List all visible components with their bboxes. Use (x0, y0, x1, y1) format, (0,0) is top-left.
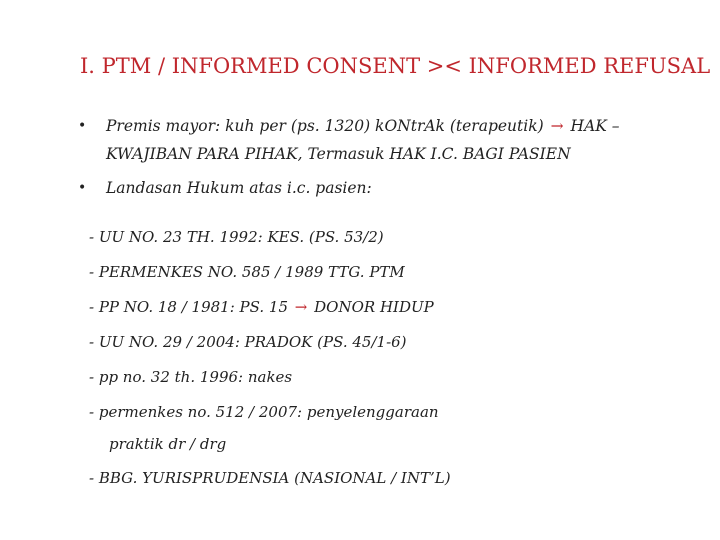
list-item-continuation: praktik dr / drg (109, 435, 227, 453)
arrow-right-icon: → (550, 117, 564, 135)
list-item: - UU NO. 23 TH. 1992: KES. (PS. 53/2) (89, 228, 384, 246)
bullet-item-premis (78, 112, 698, 168)
list-item: - BBG. YURISPRUDENSIA (NASIONAL / INT’L) (89, 469, 451, 487)
arrow-right-icon: → (294, 298, 308, 316)
bullet-text: Landasan Hukum atas i.c. pasien: (106, 179, 372, 197)
list-item-text: - PP NO. 18 / 1981: PS. 15 (89, 298, 288, 316)
list-item: - UU NO. 29 / 2004: PRADOK (PS. 45/1-6) (89, 333, 407, 351)
bullet-list (78, 112, 698, 208)
list-item: - pp no. 32 th. 1996: nakes (89, 368, 293, 386)
list-item-arrow-suffix: DONOR HIDUP (314, 298, 434, 316)
legal-basis-list (89, 220, 689, 496)
bullet-text-before-arrow: Premis mayor: kuh per (ps. 1320) kONtrAk (terapeutik) (106, 117, 544, 135)
bullet-dot-icon: • (78, 118, 87, 134)
bullet-text-after-arrow: HAK – KWAJIBAN PARA PIHAK, Termasuk HAK I.C. BAGI PASIEN (106, 117, 620, 163)
bullet-dot-icon: • (78, 180, 87, 196)
list-item-donor (89, 290, 689, 325)
bullet-item-landasan (78, 174, 698, 202)
slide-title: I. PTM / INFORMED CONSENT >< INFORMED REFUSAL (80, 54, 711, 78)
list-item: - PERMENKES NO. 585 / 1989 TTG. PTM (89, 263, 405, 281)
list-item: - permenkes no. 512 / 2007: penyelenggaraan (89, 403, 439, 421)
